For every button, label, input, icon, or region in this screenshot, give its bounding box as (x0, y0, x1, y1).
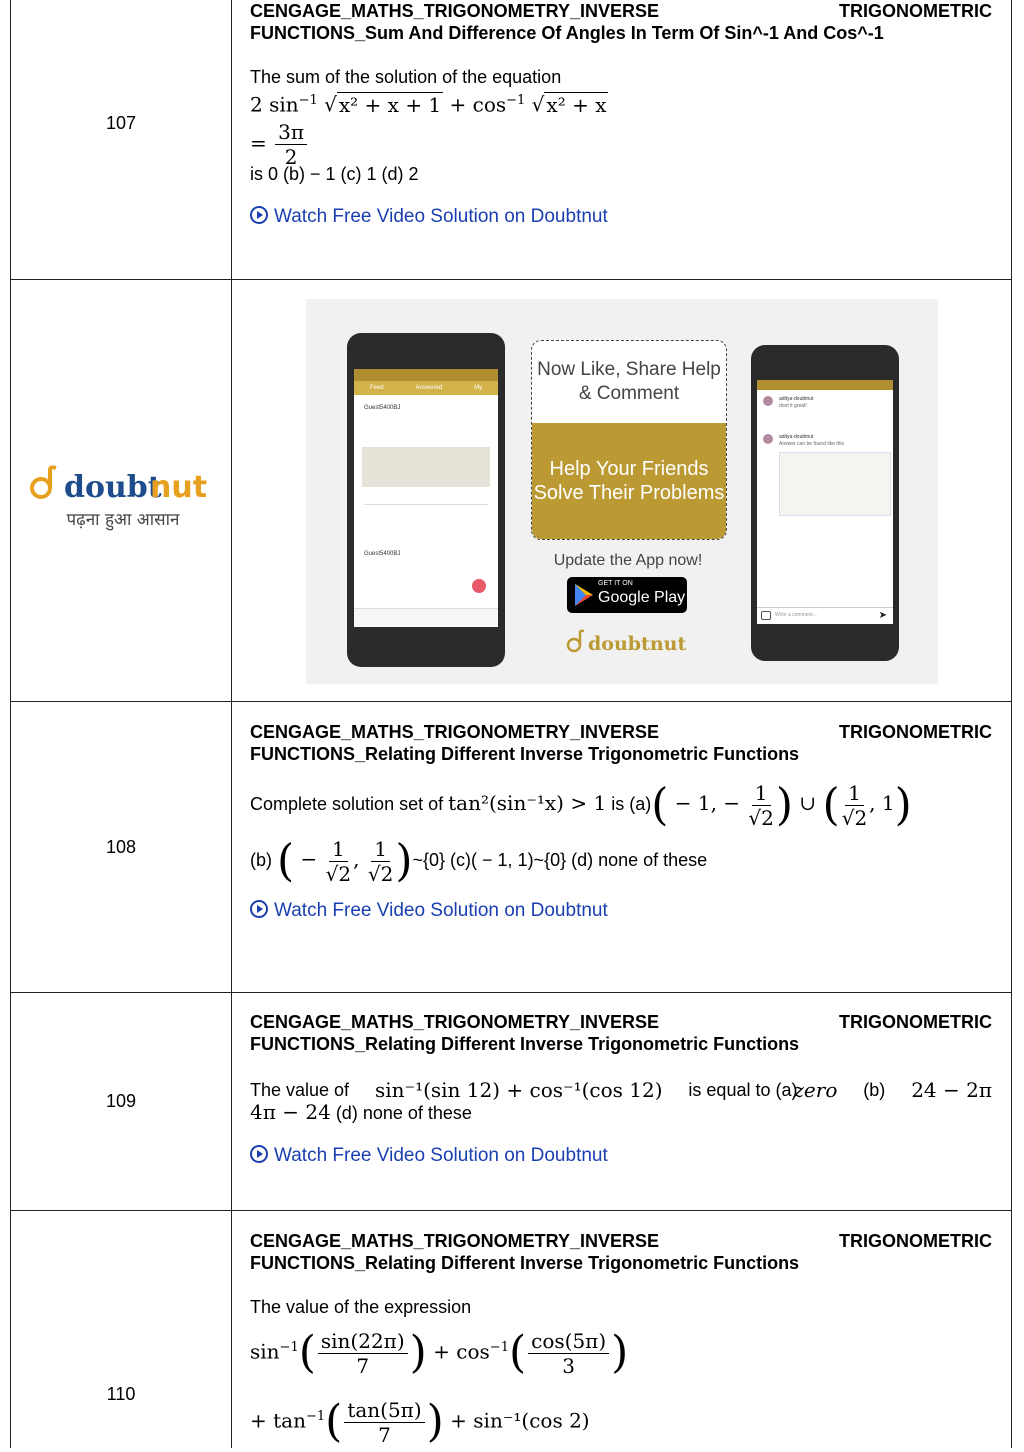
svg-text:doubtnut: doubtnut (588, 633, 686, 655)
fraction-numerator: cos(5π) (528, 1329, 609, 1354)
question-prefix: Complete solution set of (250, 794, 444, 814)
question-110 (250, 1230, 992, 1452)
watch-video-label: Watch Free Video Solution on Doubtnut (274, 205, 608, 227)
heading-topic: FUNCTIONS_Relating Different Inverse Trigonometric Functions (250, 1034, 800, 1054)
play-circle-icon (250, 206, 268, 224)
divider (364, 504, 488, 505)
heading-right: TRIGONOMETRIC (839, 1, 992, 21)
question-line-2 (250, 1101, 992, 1124)
fraction-numerator: sin(22π) (318, 1329, 408, 1354)
phone-tab: Answered (415, 385, 443, 391)
term-last: + sin⁻¹(cos 2) (450, 1408, 590, 1433)
phone-right-screen (757, 380, 893, 624)
question-108 (250, 721, 992, 922)
row-divider (10, 701, 1012, 702)
heading-left: CENGAGE_MATHS_TRIGONOMETRY_INVERSE (250, 722, 660, 742)
phone-username: Guest5400BJ (364, 405, 401, 411)
row-divider (10, 992, 1012, 993)
play-circle-icon (250, 900, 268, 918)
row-divider (10, 279, 1012, 280)
question-math: sin⁻¹(sin 12) + cos⁻¹(cos 12) (374, 1078, 663, 1102)
svg-text:nut: nut (150, 470, 208, 504)
chat-user: aditya-doubtnut (779, 396, 814, 402)
promo-bottom-text: Help Your Friends Solve Their Problems (532, 423, 726, 539)
google-play-icon (573, 583, 595, 607)
camera-icon (761, 611, 771, 620)
question-text: The sum of the solution of the equation (250, 67, 562, 87)
equation-part: √ x² + x + 1 + cos (324, 92, 507, 117)
comment-bar (757, 607, 893, 624)
update-app-text: Update the App now! (553, 552, 703, 569)
equation-line: 2 $\sin^{-1}$ √ $x^2 + x + 1 + \cos^{-1}$ √ x² + x (250, 92, 607, 117)
question-text: The value of the expression (250, 1297, 472, 1317)
chapter-heading (250, 721, 992, 743)
equation-part: 2 sin (250, 92, 299, 117)
question-math: tan²(sin⁻¹x) > 1 (448, 791, 607, 815)
option-b-label: (b) (250, 850, 272, 871)
heading-left: CENGAGE_MATHS_TRIGONOMETRY_INVERSE (250, 1012, 660, 1032)
ad-brand-logo (566, 628, 686, 656)
heading-right: TRIGONOMETRIC (839, 1231, 992, 1251)
promo-top-text: Now Like, Share Help & Comment (537, 359, 721, 404)
expression-line-1: $\sin^{-1}$( $\frac{\sin(22\pi)}{7}$ ) + $\cos^{-1}$( $\frac{\cos(5\pi)}{3}$ ) (250, 1327, 629, 1379)
phone-bottom-nav (354, 608, 498, 627)
promo-box (531, 340, 727, 540)
watch-video-link[interactable] (250, 900, 992, 922)
fraction-numerator: 3π (275, 120, 307, 145)
watch-video-label: Watch Free Video Solution on Doubtnut (274, 899, 608, 921)
watch-video-label: Watch Free Video Solution on Doubtnut (274, 1145, 608, 1166)
heading-topic: FUNCTIONS_Relating Different Inverse Trigonometric Functions (250, 744, 800, 764)
option-b-label: (b) (863, 1080, 886, 1100)
heading-left: CENGAGE_MATHS_TRIGONOMETRY_INVERSE (250, 1231, 660, 1251)
avatar (763, 396, 773, 406)
avatar (763, 434, 773, 444)
option-d: (d) none of these (335, 1103, 472, 1123)
status-bar (757, 380, 893, 390)
get-it-on-label: GET IT ON (598, 580, 633, 587)
store-name: Google Play (598, 589, 686, 606)
fraction-denominator: 3 (562, 1353, 575, 1378)
chat-message: Answer can be found like this (779, 441, 845, 447)
doubtnut-small-logo-icon (566, 628, 686, 656)
question-line-1 (250, 1079, 992, 1101)
option-a-value: zero (793, 1078, 838, 1102)
chapter-heading (250, 0, 992, 22)
watch-video-link[interactable] (250, 206, 992, 228)
logo-tagline: पढ़ना हुआ आसान (66, 510, 180, 530)
chapter-heading (250, 1230, 992, 1252)
google-play-button[interactable] (567, 577, 687, 613)
fraction-denominator: 2 (284, 144, 298, 169)
watch-video-link[interactable] (250, 1145, 992, 1167)
heading-right: TRIGONOMETRIC (839, 1012, 992, 1032)
status-bar (354, 369, 498, 381)
answer-options: (b) ( − $\frac{1}{√2}$ , $\frac{1}{√2}$ )~{0} (c)( − 1, 1)~{0} (d) none of these (250, 835, 708, 887)
chapter-heading (250, 1011, 992, 1033)
equation-part: √ x² + x (531, 92, 607, 117)
doubtnut-logo (28, 464, 218, 530)
comment-input: Write a comment... (775, 612, 817, 618)
heading-topic: FUNCTIONS_Sum And Difference Of Angles In Term Of Sin^-1 And Cos^-1 (250, 23, 884, 43)
heading-left: CENGAGE_MATHS_TRIGONOMETRY_INVERSE (250, 1, 660, 21)
term-function: + tan (250, 1408, 306, 1433)
equation-rhs: = $\frac{3\pi}{2}$ (250, 120, 992, 169)
options-tail: ~{0} (c)( − 1, 1)~{0} (d) none of these (412, 850, 708, 871)
phone-tab: My (474, 385, 483, 391)
heading-right: TRIGONOMETRIC (839, 722, 992, 742)
phone-username: Guest5400BJ (364, 551, 401, 557)
question-109 (250, 1011, 992, 1167)
phone-left-screen (354, 369, 498, 627)
fraction-denominator: 7 (356, 1353, 370, 1378)
fraction-denominator: 7 (378, 1422, 391, 1447)
option-a-label: is equal to (a) (688, 1080, 798, 1100)
term-function: sin (250, 1339, 280, 1364)
chat-user: aditya-doubtnut (779, 434, 814, 440)
question-text: Complete solution set of tan²(sin⁻¹x) > 1 is (a)( − 1, − $\frac{1}{√2}$ ) ∪ ( $\frac{1}{√2}$ , 1) (250, 779, 912, 831)
option-c-value: 4π − 24 (250, 1100, 331, 1124)
chat-message: dont it great! (779, 403, 807, 409)
doubtnut-logo-icon (28, 464, 218, 504)
expression-line-2: + $\tan^{-1}$( $\frac{\tan(5\pi)}{7}$ ) + sin⁻¹(cos 2) (250, 1396, 590, 1448)
heading-topic: FUNCTIONS_Relating Different Inverse Trigonometric Functions (250, 1253, 800, 1273)
question-number: 107 (105, 113, 137, 133)
send-icon: ➤ (878, 610, 887, 621)
fraction-numerator: tan(5π) (344, 1398, 424, 1423)
phone-tabs (354, 381, 498, 395)
fab-button (472, 579, 486, 593)
svg-text:doubt: doubt (64, 470, 162, 504)
column-divider (231, 0, 232, 1448)
answer-options: is 0 (b) − 1 (c) 1 (d) 2 (250, 163, 419, 184)
question-image (362, 447, 490, 487)
option-b-value: 24 − 2π (911, 1078, 992, 1102)
handwritten-answer-image (779, 452, 891, 516)
option-a-label: is (a) (611, 794, 652, 814)
question-prefix: The value of (250, 1080, 350, 1100)
term-function: + cos (433, 1339, 490, 1364)
phone-tab: Feed (369, 385, 384, 391)
question-number: 108 (105, 837, 137, 857)
question-107 (250, 0, 992, 228)
row-divider (10, 1210, 1012, 1211)
question-number: 110 (106, 1384, 136, 1404)
question-number: 109 (105, 1091, 137, 1111)
play-circle-icon (250, 1145, 268, 1163)
